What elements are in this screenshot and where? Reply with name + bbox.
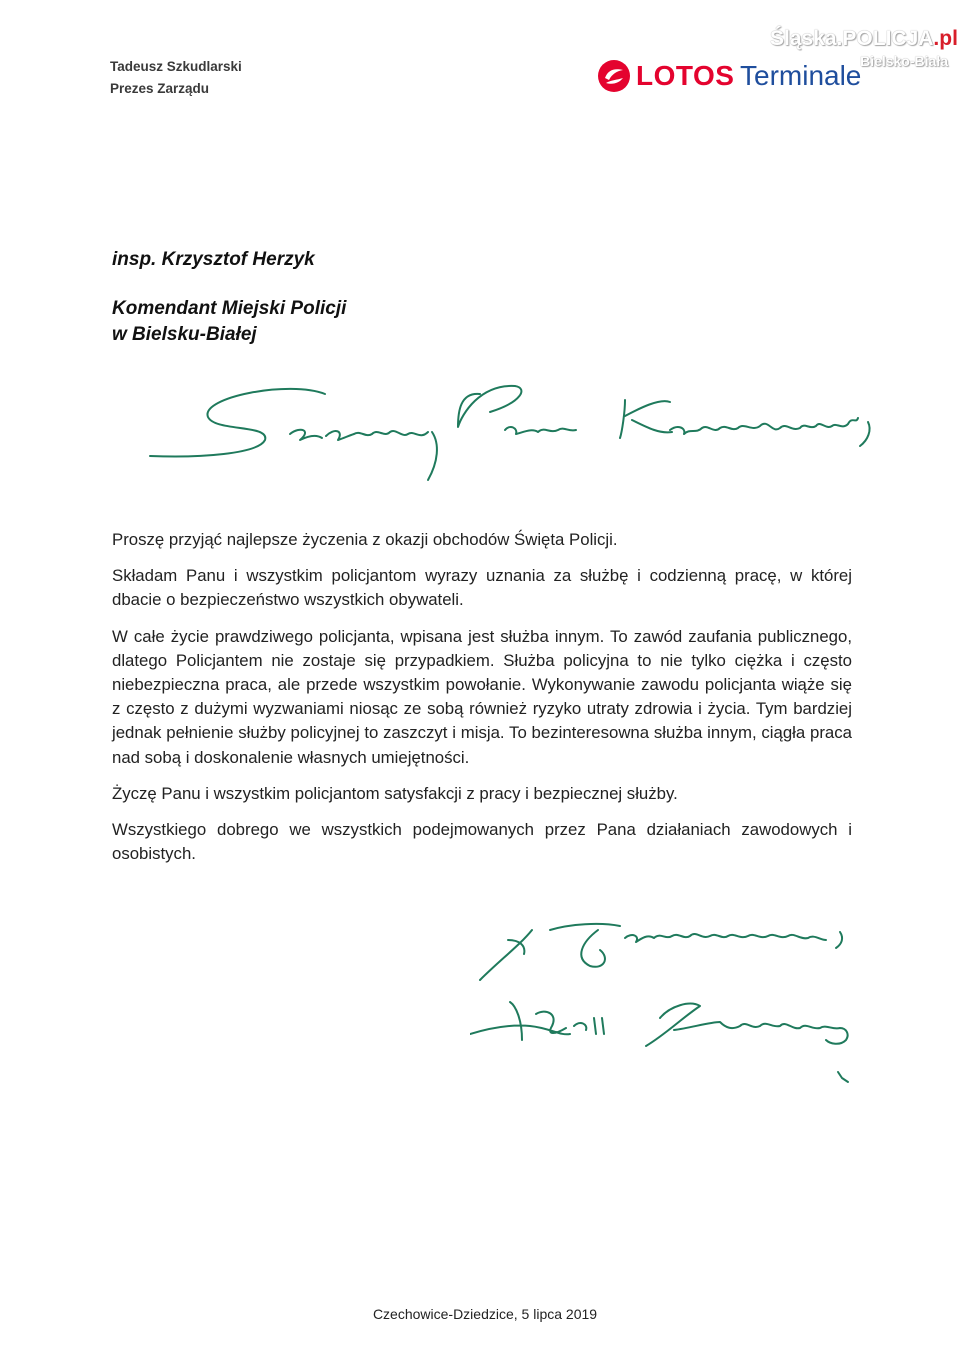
- recipient-block: [112, 246, 346, 348]
- body-paragraph: Życzę Panu i wszystkim policjantom satysfakcji z pracy i bezpiecznej służby.: [112, 783, 678, 803]
- sender-title: Prezes Zarządu: [110, 81, 210, 96]
- watermark: [770, 26, 958, 70]
- logo-word: LOTOS: [636, 60, 735, 91]
- watermark-city: Bielsko-Biała: [860, 53, 948, 69]
- body-paragraph: W całe życie prawdziwego policjanta, wpisana jest służba innym. To zawód zaufania publicznego, dlatego Policjantem nie zostaje się przypadkiem. Służba policyjna to nie tylko ciężka i często niebezpieczna praca, ale przede wszystkim powołanie. Wykonywanie zawodu policjanta wiąże się z często z dużymi wyzwaniami niosąc ze sobą również ryzyko utraty zdrowia i życia. Tym bardziej jednak pełnienie służby policyjnej to zaszczyt i misja. To bezinteresowna służba innym, ciągła praca nad sobą i doskonalenie własnych umiejętności.: [112, 626, 852, 767]
- recipient-name: insp. Krzysztof Herzyk: [112, 249, 315, 270]
- body-paragraph: Wszystkiego dobrego we wszystkich podejmowanych przez Pana działaniach zawodowych i osobistych.: [112, 820, 852, 864]
- recipient-title-line2: w Bielsku-Białej: [112, 324, 257, 345]
- lotos-flower-icon: [596, 58, 632, 94]
- handwritten-closing-and-signature: [470, 910, 870, 1090]
- sender-name: Tadeusz Szkudlarski: [110, 59, 242, 74]
- watermark-site: Śląska.POLICJA.pl: [770, 27, 958, 50]
- body-paragraph: Proszę przyjąć najlepsze życzenia z okazji obchodów Święta Policji.: [112, 530, 618, 549]
- handwritten-salutation: [140, 372, 900, 492]
- letter-body: [112, 528, 852, 878]
- recipient-title-line1: Komendant Miejski Policji: [112, 298, 347, 319]
- logo-suffix: Terminale: [740, 60, 862, 91]
- body-paragraph: Składam Panu i wszystkim policjantom wyrazy uznania za służbę i codzienną pracę, w której dbacie o bezpieczeństwo wszystkich obywateli.: [112, 566, 852, 610]
- place-and-date: Czechowice-Dziedzice, 5 lipca 2019: [372, 1306, 598, 1322]
- sender-block: [110, 56, 242, 100]
